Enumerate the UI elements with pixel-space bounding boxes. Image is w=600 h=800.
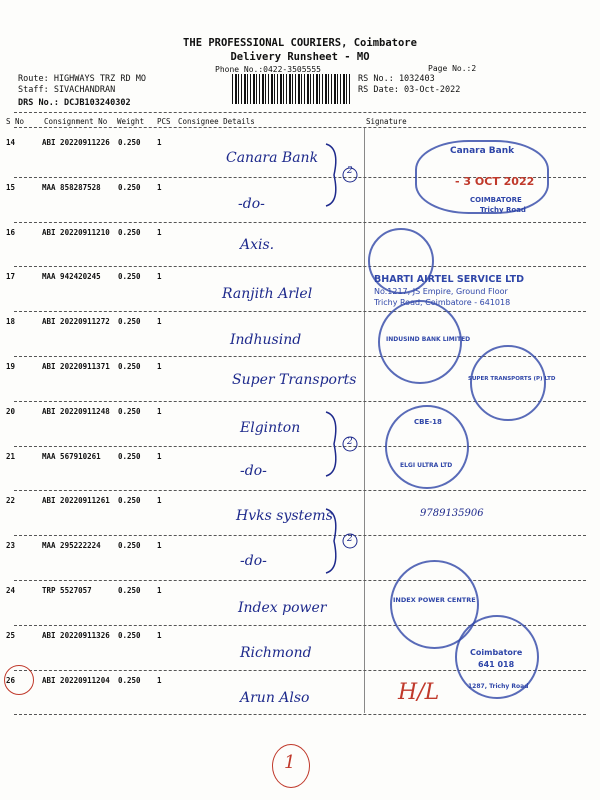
row-divider [14,446,586,447]
column-header-consignment: Consignment No [44,117,108,126]
page-number: Page No.:2 [428,64,477,73]
row-consignment-no: ABI 20220911272 [42,317,110,327]
handwritten-consignee: Index power [238,600,327,616]
index-power-stamp-text: INDEX POWER CENTRE [393,596,476,604]
row-pcs: 1 [157,272,162,282]
row-pcs: 1 [157,675,162,685]
table-row [0,537,600,581]
row-pcs: 1 [157,586,162,595]
bharti-stamp-address: No.1217, JS Empire, Ground Floor [374,287,508,296]
row-divider [14,580,586,581]
bharti-stamp-title: BHARTI AIRTEL SERVICE LTD [374,274,525,285]
row-weight: 0.250 [118,451,141,461]
row-sno: 25 [6,630,16,640]
row-divider [14,222,586,223]
canara-stamp-text: Canara Bank [450,146,515,156]
super-transports-stamp [470,345,546,421]
row-consignment-no: MAA 942420245 [42,272,101,282]
column-header-divider [14,127,586,128]
row-pcs: 1 [157,630,162,640]
row-consignment-no: TRP 5527057 [42,586,92,595]
row-consignment-no: MAA 567910261 [42,451,101,461]
handwritten-consignee: Richmond [240,645,312,661]
row-divider [14,535,586,536]
row-consignment-no: ABI 20220911248 [42,406,110,416]
elgi-stamp-code: CBE-18 [414,418,442,426]
table-row [0,224,600,268]
handwritten-consignee: Ranjith Arlel [222,286,313,302]
header-divider [14,112,586,113]
row-pcs: 1 [157,227,162,237]
rs-date: RS Date: 03-Oct-2022 [358,85,461,95]
handwritten-consignee: Indhusind [230,332,302,348]
row-weight: 0.250 [118,541,141,551]
bracket-count: 2 [347,437,353,447]
row-pcs: 1 [157,138,162,147]
drs-number: DRS No.: DCJB103240302 [18,98,131,108]
document-title: THE PROFESSIONAL COURIERS, Coimbatore [183,37,417,49]
hl-mark: H/L [398,680,440,705]
handwritten-consignee: Hvks systems [236,508,333,524]
bracket-count: 2 [347,166,353,176]
row-sno: 23 [6,541,16,551]
bracket-count: 2 [347,534,353,544]
row-sno: 17 [6,272,16,282]
bracket-group-3 [318,505,362,577]
richmond-stamp-place: Coimbatore [470,648,523,657]
rs-number: RS No.: 1032403 [358,74,435,84]
row-consignment-no: MAA 858287528 [42,182,101,192]
row-weight: 0.250 [118,317,141,327]
row-sno: 21 [6,451,16,461]
row-sno: 24 [6,586,16,595]
handwritten-consignee: Axis. [240,237,275,253]
row-sno: 14 [6,138,16,147]
bracket-group-2 [318,408,362,480]
row-sno: 18 [6,317,16,327]
row-weight: 0.250 [118,272,141,282]
table-row [0,448,600,492]
date-stamp: - 3 OCT 2022 [455,175,535,188]
handwritten-consignee: -do- [240,463,267,479]
column-header-details: Consignee Details [178,117,255,126]
row-sno: 22 [6,496,16,506]
handwritten-consignee: -do- [238,196,265,212]
row-divider [14,311,586,312]
column-header-signature: Signature [366,117,407,126]
route-label: Route: HIGHWAYS TRZ RD MO [18,74,146,84]
row-pcs: 1 [157,451,162,461]
handwritten-phone: 9789135906 [420,508,484,519]
row-weight: 0.250 [118,586,141,595]
row-consignment-no: MAA 295222224 [42,541,101,551]
row-divider [14,490,586,491]
staff-label: Staff: SIVACHANDRAN [18,85,116,95]
row-pcs: 1 [157,362,162,371]
richmond-stamp-pin: 641 018 [478,660,515,669]
bracket-group-1 [318,140,362,210]
column-header-pcs: PCS [157,117,171,126]
row-pcs: 1 [157,317,162,327]
super-transports-stamp-text: SUPER TRANSPORTS (P) LTD [468,376,556,382]
row-26-red-circle [4,665,34,695]
row-weight: 0.250 [118,227,141,237]
bharti-stamp-address-2: Trichy Road, Coimbatore - 641018 [374,298,511,307]
row-consignment-no: ABI 20220911326 [42,630,110,640]
column-header-sno: S No [6,117,25,126]
handwritten-consignee: -do- [240,553,267,569]
row-weight: 0.250 [118,675,141,685]
row-pcs: 1 [157,182,162,192]
column-header-weight: Weight [117,117,145,126]
richmond-stamp-road: 1287, Trichy Road [468,683,529,690]
handwritten-consignee: Super Transports [232,372,357,388]
elgi-stamp-name: ELGI ULTRA LTD [400,462,453,469]
row-consignment-no: ABI 20220911210 [42,227,110,237]
row-weight: 0.250 [118,496,141,506]
canara-road: Trichy Road [480,206,526,214]
row-consignment-no: ABI 20220911204 [42,675,110,685]
row-sno: 16 [6,227,16,237]
canara-place: COIMBATORE [470,196,522,204]
phone-number: Phone No.:0422-3505555 [215,65,321,74]
handwritten-consignee: Arun Also [240,690,310,706]
row-pcs: 1 [157,496,162,506]
row-weight: 0.250 [118,182,141,192]
row-consignment-no: ABI 20220911261 [42,496,110,506]
row-weight: 0.250 [118,362,141,371]
barcode-image [232,74,352,104]
handwritten-consignee: Canara Bank [226,150,319,166]
row-consignment-no: ABI 20220911371 [42,362,110,371]
row-sno: 20 [6,406,16,416]
row-weight: 0.250 [118,138,141,147]
row-sno: 26 [6,675,16,685]
row-pcs: 1 [157,541,162,551]
document-subtitle: Delivery Runsheet - MO [230,51,370,63]
row-pcs: 1 [157,406,162,416]
row-sno: 15 [6,182,16,192]
row-consignment-no: ABI 20220911226 [42,138,110,147]
row-weight: 0.250 [118,630,141,640]
row-divider [14,714,586,715]
row-weight: 0.250 [118,406,141,416]
handwritten-consignee: Elginton [240,420,301,436]
page-mark: 1 [284,752,296,773]
row-divider [14,266,586,267]
row-sno: 19 [6,362,16,371]
indusind-stamp-text: INDUSIND BANK LIMITED [386,336,471,343]
